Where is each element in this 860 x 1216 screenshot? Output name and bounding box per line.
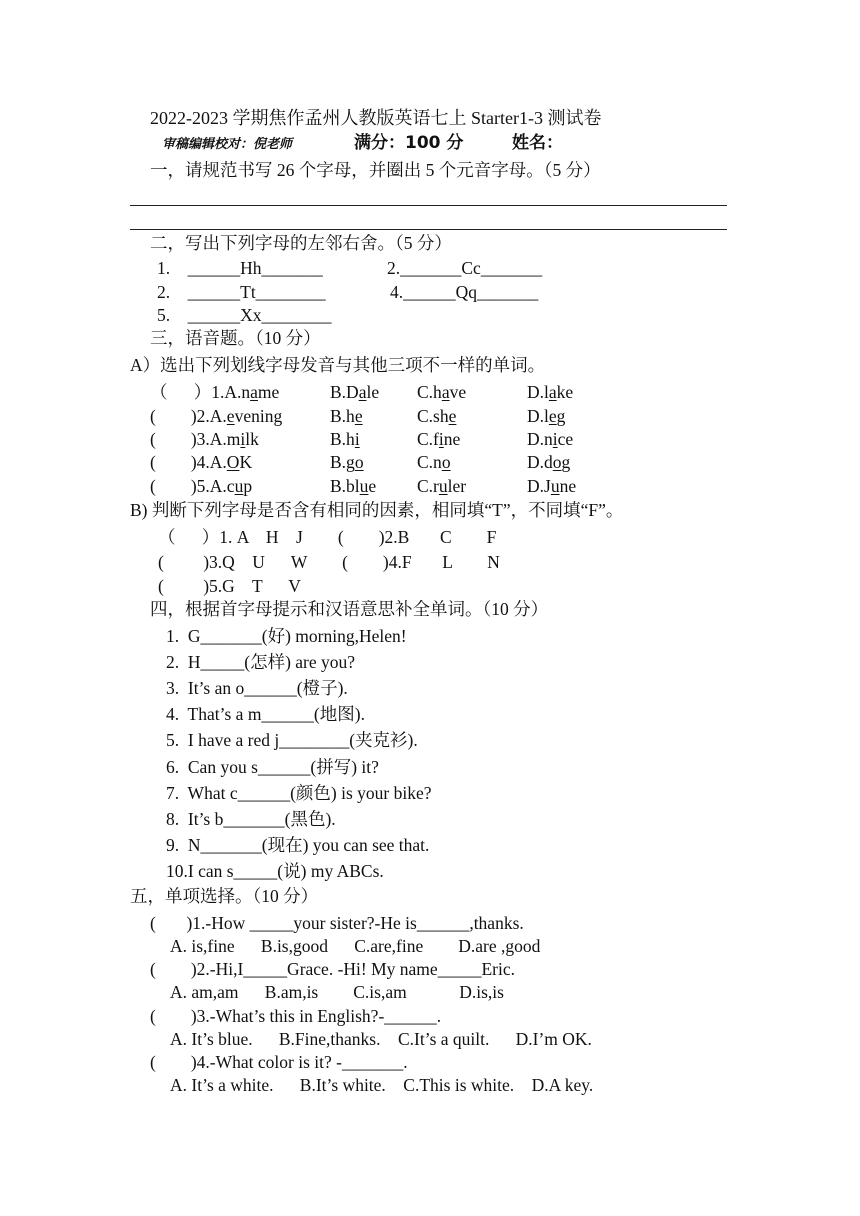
underlined-letter: e [354,406,363,426]
phonetics-option-d [527,451,570,473]
underlined-letter: u [359,476,369,496]
phonetics-option-a [150,428,259,450]
option-prefix: C.h [417,382,442,402]
phonetics-option-b [330,405,363,427]
word-rest: le [366,382,380,402]
full-score: 满分：100 分 [354,133,464,153]
word-rest: vening [234,406,283,426]
word-rest: ne [559,476,577,496]
question-number: ( )3.A.m [150,429,241,449]
word-rest: e [368,476,377,496]
underlined-letter: u [550,476,560,496]
phonetics-option-c [417,381,466,403]
fill-item: 1. G_______(好) morning,Helen! [166,626,407,646]
phonetics-option-a [150,381,279,403]
word-rest: ce [557,429,574,449]
part-b-row: （ ）1. A H J ( )2.B C F [158,527,497,547]
phonetics-option-b [330,381,379,403]
phonetics-option-c [417,475,466,497]
neighbor-item: 2. ______Tt________ [157,282,326,302]
mc-question: ( )3.-What’s this in English?-______. [150,1006,442,1026]
phonetics-option-c [417,405,456,427]
underlined-letter: i [354,429,360,449]
word-rest: g [556,406,566,426]
fill-item: 4. That’s a m______(地图). [166,704,365,724]
fill-item: 2. H_____(怎样) are you? [166,652,356,672]
underlined-letter: u [234,476,244,496]
option-prefix: D.l [527,406,549,426]
fill-item: 8. It’s b_______(黑色). [166,809,336,829]
underlined-letter: o [354,452,364,472]
phonetics-option-c [417,451,451,473]
fill-item: 10.I can s_____(说) my ABCs. [166,861,384,881]
section2-heading: 二，写出下列字母的左邻右舍。（5 分） [150,233,452,253]
question-number: ( )5.A.c [150,476,235,496]
word-rest: K [239,452,253,472]
word-rest: ve [449,382,467,402]
underlined-letter: e [548,406,557,426]
phonetics-option-b [330,428,360,450]
option-prefix: D.n [527,429,553,449]
underlined-letter: i [240,429,246,449]
mc-options: A. is,fine B.is,good C.are,fine D.are ,good [170,936,541,956]
option-prefix: B.bl [330,476,360,496]
option-prefix: C.n [417,452,442,472]
word-rest: ler [447,476,467,496]
underlined-letter: o [552,452,562,472]
phonetics-option-a [150,405,282,427]
underlined-letter: o [441,452,451,472]
phonetics-option-d [527,405,565,427]
option-prefix: C.f [417,429,439,449]
section4-heading: 四，根据首字母提示和汉语意思补全单词。（10 分） [150,599,549,619]
part-b-row: ( )5.G T V [158,576,301,596]
phonetics-option-a [150,475,252,497]
question-number: （ ）1.A.n [150,382,251,402]
underlined-letter: a [250,382,258,402]
mc-question: ( )2.-Hi,I_____Grace. -Hi! My name_____Eric. [150,959,515,979]
neighbor-item: 1. ______Hh_______ [157,258,323,278]
fill-item: 9. N_______(现在) you can see that. [166,835,430,855]
underlined-letter: i [438,429,444,449]
word-rest: g [561,452,571,472]
underlined-letter: e [448,406,457,426]
section1-heading: 一，请规范书写 26 个字母，并圈出 5 个元音字母。（5 分） [150,160,601,180]
option-prefix: D.J [527,476,551,496]
option-prefix: D.d [527,452,553,472]
part-a-heading: A）选出下列划线字母发音与其他三项不一样的单词。 [130,355,546,375]
option-prefix: B.g [330,452,355,472]
neighbor-item: 2._______Cc_______ [387,258,543,278]
neighbor-item: 5. ______Xx________ [157,305,332,325]
option-prefix: B.h [330,406,355,426]
option-prefix: C.r [417,476,439,496]
phonetics-option-d [527,475,576,497]
phonetics-option-b [330,451,364,473]
option-prefix: B.D [330,382,359,402]
neighbor-item: 4.______Qq_______ [390,282,539,302]
fill-item: 7. What c______(颜色) is your bike? [166,783,432,803]
underlined-letter: a [548,382,557,402]
editor-credit: 审稿编辑校对：倪老师 [162,137,293,152]
option-prefix: D.l [527,382,549,402]
writing-line [130,229,727,230]
name-label: 姓名： [512,133,563,153]
fill-item: 5. I have a red j________(夹克衫). [166,730,418,750]
phonetics-option-d [527,428,573,450]
word-rest: ne [443,429,461,449]
option-prefix: B.h [330,429,355,449]
phonetics-option-c [417,428,460,450]
underlined-letter: a [358,382,367,402]
writing-line [130,205,727,206]
mc-options: A. It’s a white. B.It’s white. C.This is white. D.A key. [170,1075,594,1095]
mc-options: A. It’s blue. B.Fine,thanks. C.It’s a quilt. D.I’m OK. [170,1029,592,1049]
phonetics-option-d [527,381,573,403]
underlined-letter: u [438,476,448,496]
underlined-letter: i [552,429,558,449]
underlined-letter: a [441,382,450,402]
question-number: ( )2.A. [150,406,227,426]
option-prefix: C.sh [417,406,449,426]
part-b-row: ( )3.Q U W ( )4.F L N [158,552,500,572]
word-rest: me [257,382,280,402]
mc-options: A. am,am B.am,is C.is,am D.is,is [170,982,504,1002]
mc-question: ( )4.-What color is it? -_______. [150,1052,408,1072]
word-rest: lk [245,429,259,449]
question-number: ( )4.A. [150,452,227,472]
section3-heading: 三，语音题。（10 分） [150,328,321,348]
underlined-letter: e [226,406,235,426]
part-b-heading: B) 判断下列字母是否含有相同的因素，相同填“T”，不同填“F”。 [130,500,624,520]
word-rest: p [243,476,253,496]
phonetics-option-a [150,451,252,473]
document-title: 2022-2023 学期焦作孟州人教版英语七上 Starter1-3 测试卷 [150,108,602,128]
fill-item: 3. It’s an o______(橙子). [166,678,348,698]
section5-heading: 五，单项选择。（10 分） [130,886,319,906]
mc-question: ( )1.-How _____your sister?-He is______,thanks. [150,913,524,933]
phonetics-option-b [330,475,376,497]
underlined-letter: O [226,452,240,472]
word-rest: ke [556,382,574,402]
fill-item: 6. Can you s______(拼写) it? [166,757,379,777]
